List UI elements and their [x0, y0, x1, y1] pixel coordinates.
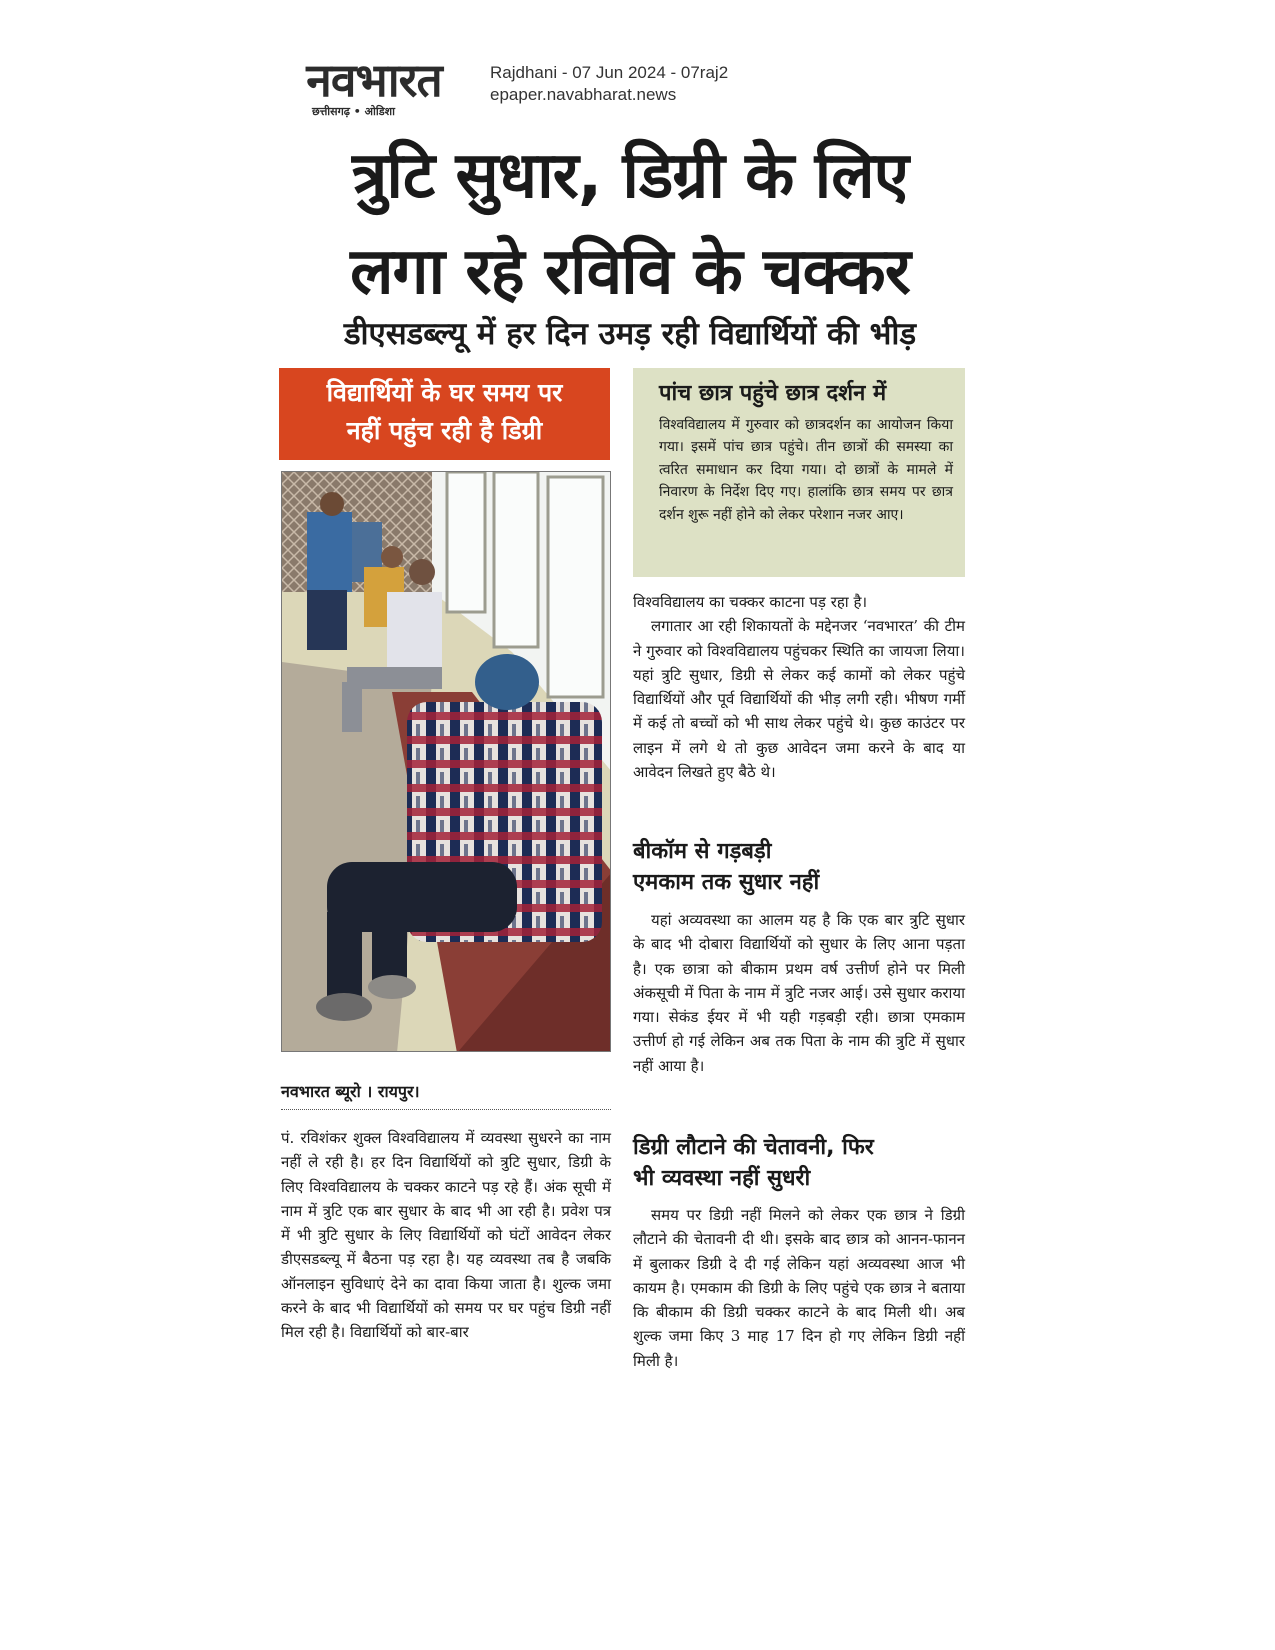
sidebar-body: विश्वविद्यालय में गुरुवार को छात्रदर्शन का आयोजन किया गया। इसमें पांच छात्र पहुंचे। तीन छात्रों की समस्या का त्वरित समाधान कर दिया गया। दो छात्रों के मामले में निवारण के निर्देश दिए गए। हालांकि छात्र समय पर छात्र दर्शन शुरू नहीं होने को लेकर परेशान नजर आए।: [659, 417, 953, 523]
logo-name: नवभारत: [306, 53, 442, 107]
headline: [270, 128, 990, 320]
section-2-heading-line-2: भी व्यवस्था नहीं सुधरी: [633, 1166, 811, 1191]
headline-line-1: त्रुटि सुधार, डिग्री के लिए: [352, 139, 908, 213]
newspaper-logo: [276, 53, 472, 122]
sidebar-box: [633, 368, 965, 577]
article-photo: [281, 471, 611, 1052]
section-2-heading: [633, 1132, 965, 1194]
paragraph-2: लगातार आ रही शिकायतों के मद्देनजर ‘नवभारत’ की टीम ने गुरुवार को विश्वविद्यालय पहुंचकर स्थिति का जायजा लिया। यहां त्रुटि सुधार, डिग्री से लेकर कई कामों को लेकर पहुंचे विद्यार्थियों और पूर्व विद्यार्थियों की भीड़ लगी रही। भीषण गर्मी में कई तो बच्चों को भी साथ लेकर पहुंचे थे। कुछ काउंटर पर लाइन में लगे थे तो कुछ आवेदन जमा करने के बाद या आवेदन लिखते हुए बैठे थे।: [633, 617, 965, 782]
photo-students-waiting-icon: [282, 472, 611, 1052]
edition-info: [490, 62, 728, 106]
sidebar-title: पांच छात्र पहुंचे छात्र दर्शन में: [659, 381, 887, 406]
highlight-banner: [279, 368, 610, 460]
edition-line: Rajdhani - 07 Jun 2024 - 07raj2: [490, 63, 729, 82]
headline-line-2: लगा रहे रविवि के चक्कर: [350, 235, 910, 309]
website-link[interactable]: epaper.navabharat.news: [490, 85, 677, 104]
subheadline: डीएसडब्ल्यू में हर दिन उमड़ रही विद्यार्थियों की भीड़: [343, 316, 917, 352]
byline: नवभारत ब्यूरो । रायपुर।: [281, 1082, 420, 1101]
logo-region: छत्तीसगढ़ • ओडिशा: [312, 105, 395, 118]
section-1-heading: [633, 836, 965, 898]
section-2-heading-line-1: डिग्री लौटाने की चेतावनी, फिर: [633, 1135, 874, 1160]
intro-paragraph: [281, 1126, 611, 1345]
byline-divider: [281, 1109, 611, 1110]
section-2-text: समय पर डिग्री नहीं मिलने को लेकर एक छात्र ने डिग्री लौटाने की चेतावनी दी थी। इसके बाद छात्र को आनन-फानन में बुलाकर डिग्री दे दी गई लेकिन यहां अव्यवस्था आज भी कायम है। एमकाम की डिग्री के लिए पहुंचे एक छात्र ने बताया कि बीकाम की डिग्री चक्कर काटने के बाद मिली थी। अब शुल्क जमा किए 3 माह 17 दिन हो गए लेकिन डिग्री नहीं मिली है।: [633, 1206, 965, 1370]
highlight-line-2: नहीं पहुंच रही है डिग्री: [346, 416, 543, 445]
continued-text: [633, 590, 965, 784]
section-2-body: [633, 1203, 965, 1373]
highlight-line-1: विद्यार्थियों के घर समय पर: [326, 378, 563, 407]
intro-text: पं. रविशंकर शुक्ल विश्वविद्यालय में व्यवस्था सुधरने का नाम नहीं ले रही है। हर दिन विद्यार्थियों को त्रुटि सुधार, डिग्री के लिए विश्वविद्यालय के चक्कर काटने पड़ रहे हैं। अंक सूची में नाम में त्रुटि एक बार सुधार के बाद भी आ रही है। प्रवेश पत्र में भी त्रुटि सुधार के लिए विद्यार्थियों को घंटों आवेदन लेकर डीएसडब्ल्यू में बैठना पड़ रहा है। यह व्यवस्था तब है जबकि ऑनलाइन सुविधाएं देने का दावा किया जाता है। शुल्क जमा करने के बाद भी विद्यार्थियों को समय पर घर पहुंच डिग्री नहीं मिल रही है। विद्यार्थियों को बार-बार: [281, 1129, 611, 1342]
continuation-line: विश्वविद्यालय का चक्कर काटना पड़ रहा है।: [633, 593, 868, 611]
section-1-body: [633, 908, 965, 1078]
section-1-text: यहां अव्यवस्था का आलम यह है कि एक बार त्रुटि सुधार के बाद भी दोबारा विद्यार्थियों को सुधार के लिए आना पड़ता है। एक छात्रा को बीकाम प्रथम वर्ष उत्तीर्ण होने पर मिली अंकसूची में पिता के नाम में त्रुटि नजर आई। उसे सुधार कराया गया। सेकंड ईयर में भी यही गड़बड़ी रही। छात्रा एमकाम उत्तीर्ण हो गई लेकिन अब तक पिता के नाम की त्रुटि में सुधार नहीं आया है।: [633, 911, 965, 1075]
section-1-heading-line-1: बीकॉम से गड़बड़ी: [633, 839, 772, 864]
section-1-heading-line-2: एमकाम तक सुधार नहीं: [633, 870, 820, 895]
